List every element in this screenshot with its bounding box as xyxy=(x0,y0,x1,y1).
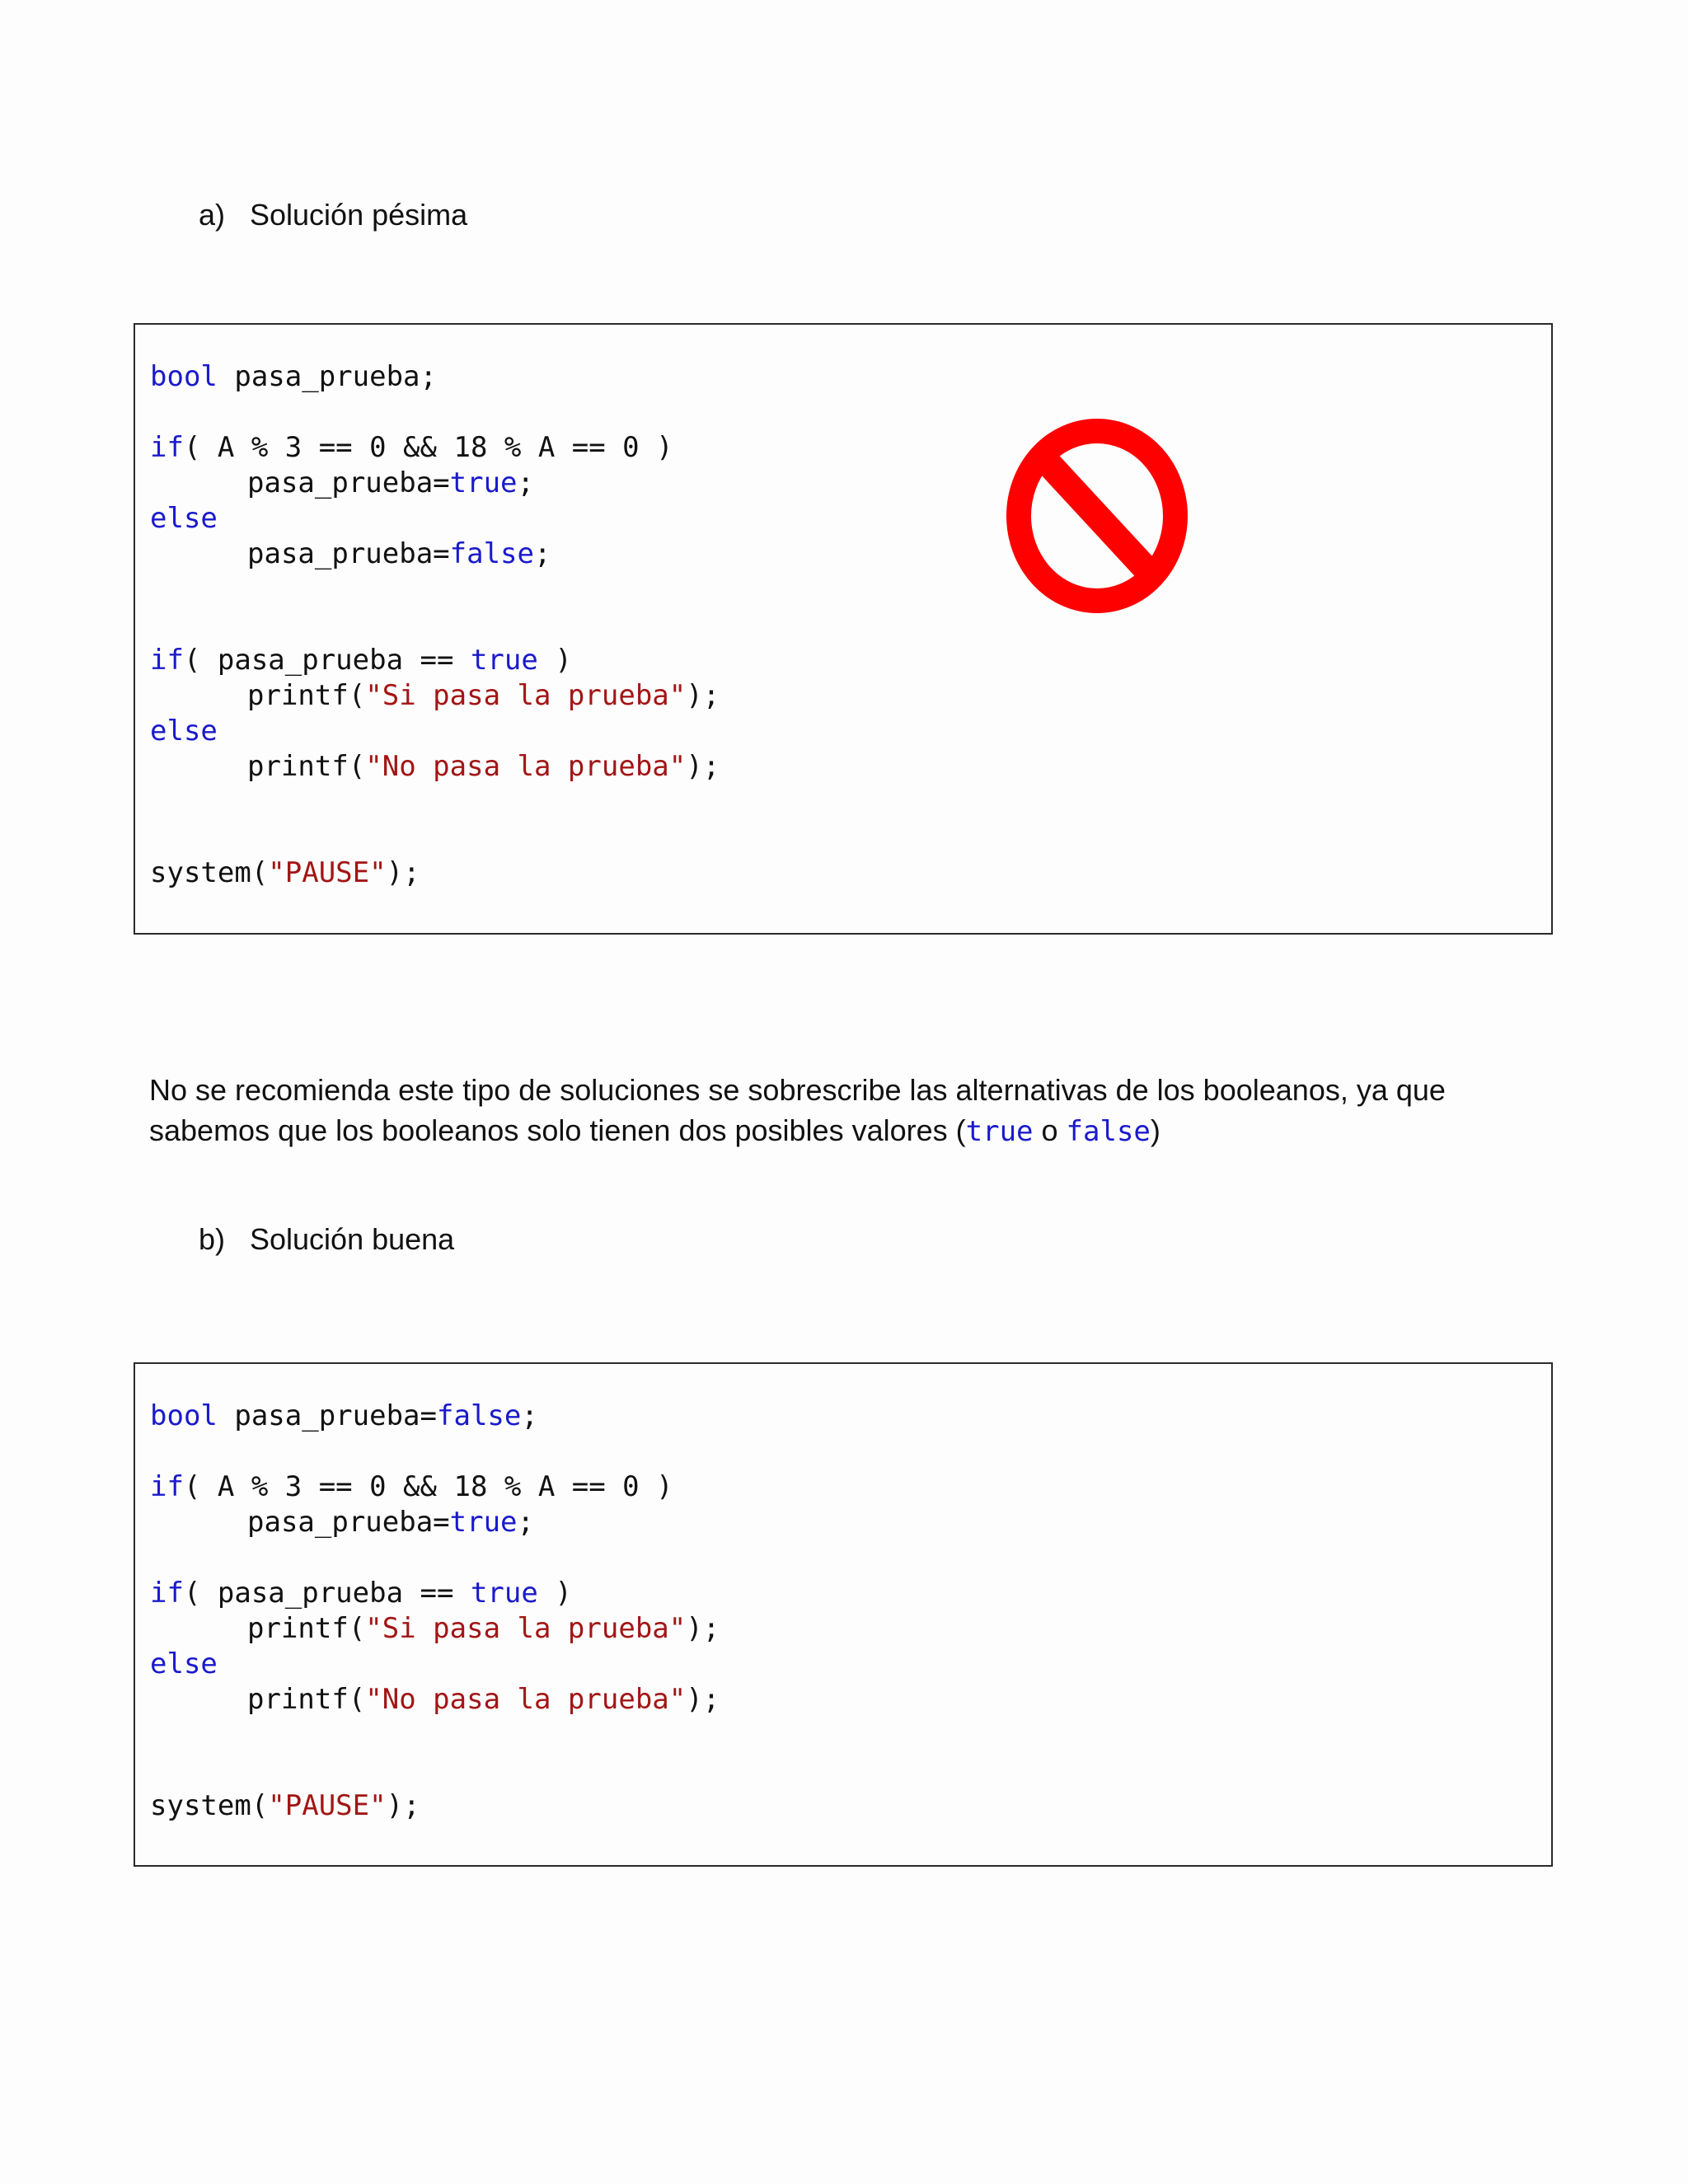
section-b-title: Solución buena xyxy=(250,1222,455,1256)
section-a-title: Solución pésima xyxy=(250,198,468,232)
code-b-line-5: printf("Si pasa la prueba"); xyxy=(247,1612,720,1645)
code-b-line-7: printf("No pasa la prueba"); xyxy=(247,1683,720,1716)
code-block-a xyxy=(134,323,1553,935)
section-a-heading xyxy=(199,198,467,232)
prohibited-icon xyxy=(1006,417,1189,615)
code-a-line-6: if( pasa_prueba == true ) xyxy=(150,644,572,677)
code-b-line-3: pasa_prueba=true; xyxy=(247,1506,535,1539)
code-b-line-2: if( A % 3 == 0 && 18 % A == 0 ) xyxy=(150,1470,673,1503)
code-a-line-5: pasa_prueba=false; xyxy=(247,537,551,570)
inline-code-false: false xyxy=(1066,1115,1151,1148)
code-a-line-10: system("PAUSE"); xyxy=(150,856,420,889)
paragraph-closing: ) xyxy=(1150,1113,1160,1147)
code-a-line-1: bool pasa_prueba; xyxy=(150,360,437,393)
code-a-line-7: printf("Si pasa la prueba"); xyxy=(247,679,720,712)
section-b-marker: b) xyxy=(199,1222,226,1256)
code-b-line-6: else xyxy=(150,1647,218,1680)
code-b-line-4: if( pasa_prueba == true ) xyxy=(150,1577,572,1610)
code-a-line-4: else xyxy=(150,502,218,535)
code-a-line-8: else xyxy=(150,715,218,748)
section-a-marker: a) xyxy=(199,198,226,232)
section-b-heading xyxy=(199,1222,454,1257)
paragraph-text: No se recomienda este tipo de soluciones se sobrescribe las alternativas de los booleanos, ya que sabemos que los booleanos solo tienen dos posibles valores ( xyxy=(149,1073,1446,1147)
code-a-line-2: if( A % 3 == 0 && 18 % A == 0 ) xyxy=(150,431,673,464)
code-a-line-3: pasa_prueba=true; xyxy=(247,466,535,499)
inline-code-true: true xyxy=(965,1115,1034,1148)
explanation-paragraph xyxy=(149,1070,1550,1152)
paragraph-connector: o xyxy=(1033,1113,1067,1147)
code-a-line-9: printf("No pasa la prueba"); xyxy=(247,750,720,783)
code-b-line-1: bool pasa_prueba=false; xyxy=(150,1399,538,1432)
code-b-line-8: system("PAUSE"); xyxy=(150,1789,420,1822)
code-block-b xyxy=(134,1362,1553,1867)
